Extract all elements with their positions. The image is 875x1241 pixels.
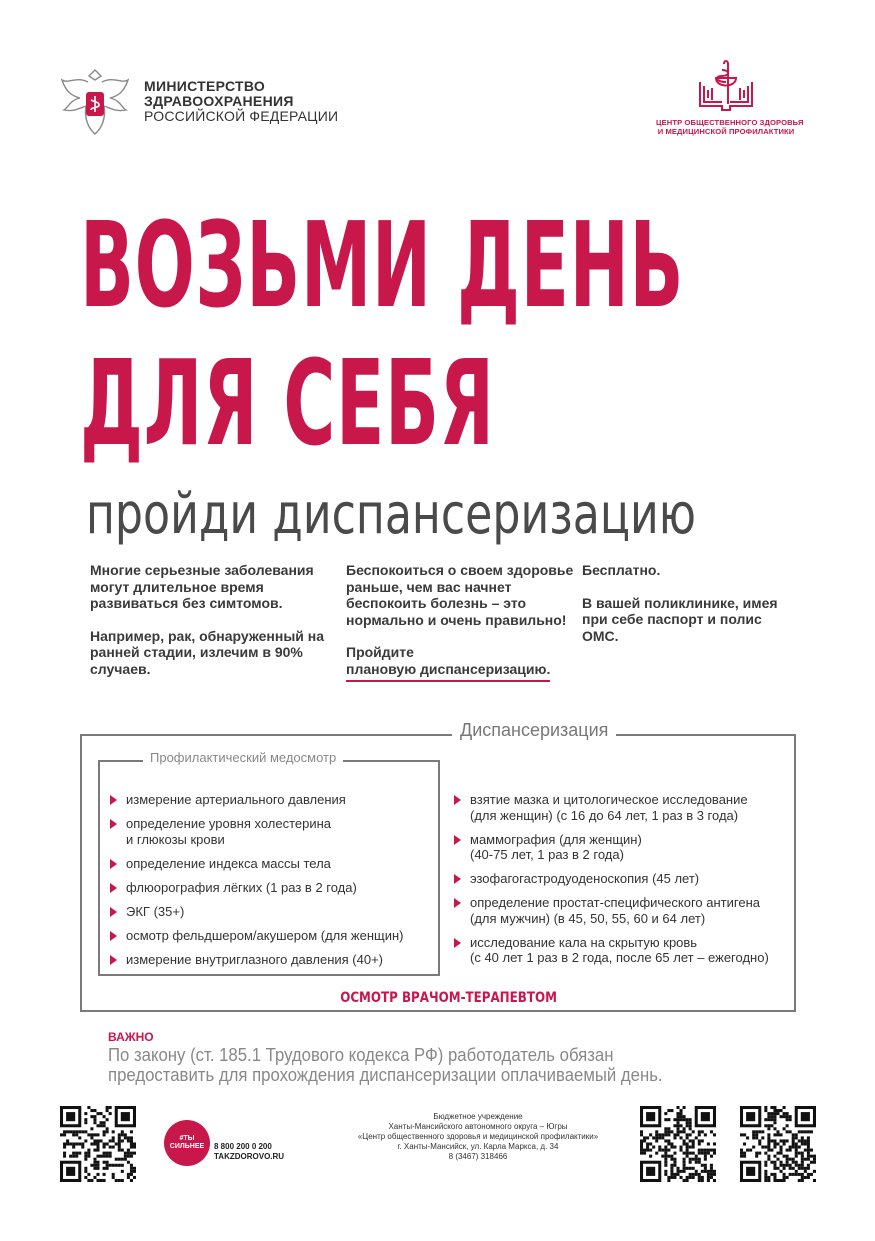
checkup-list bbox=[108, 792, 430, 976]
org-line: Бюджетное учреждение bbox=[433, 1112, 523, 1121]
info-paragraph: Многие серьезные заболевания могут длительное время развиваться без симтомов. bbox=[90, 562, 314, 611]
qr-code-icon[interactable] bbox=[740, 1106, 816, 1182]
list-item: маммография (для женщин) (40-75 лет, 1 раз в 2 года) bbox=[452, 832, 792, 863]
list-item: определение индекса массы тела bbox=[108, 856, 430, 872]
organization-info bbox=[328, 1112, 628, 1162]
hotline bbox=[214, 1142, 284, 1162]
checkup-title: Профилактический медосмотр bbox=[143, 750, 343, 765]
ministry-logo bbox=[58, 62, 338, 140]
list-item: взятие мазка и цитологическое исследование (для женщин) (с 16 до 64 лет, 1 раз в 3 года) bbox=[452, 792, 792, 823]
org-line: Ханты-Мансийского автономного округа – Югры bbox=[388, 1122, 568, 1131]
list-item: флюорография лёгких (1 раз в 2 года) bbox=[108, 880, 430, 896]
info-column-3 bbox=[582, 562, 802, 660]
list-item: ЭКГ (35+) bbox=[108, 904, 430, 920]
info-paragraph: В вашей поликлинике, имея при себе паспорт и полис ОМС. bbox=[582, 594, 778, 644]
info-paragraph: Беспокоиться о своем здоровье раньше, чем вас начнет беспокоить болезнь – это нормально и очень правильно! bbox=[346, 562, 574, 628]
info-column-2 bbox=[346, 562, 576, 698]
campaign-badge bbox=[164, 1120, 210, 1166]
org-line: г. Ханты-Мансийск, ул. Карла Маркса, д. 34 bbox=[397, 1142, 559, 1151]
important-heading: ВАЖНО bbox=[108, 1030, 154, 1044]
important-line: предоставить для прохождения диспансеризации оплачиваемый день. bbox=[108, 1065, 663, 1085]
headline-line1: ВОЗЬМИ ДЕНЬ bbox=[80, 196, 685, 334]
info-paragraph: Например, рак, обнаруженный на ранней стадии, излечим в 90% случаев. bbox=[90, 627, 325, 677]
list-item: измерение артериального давления bbox=[108, 792, 430, 808]
list-item: определение простат-специфического антигена (для мужчин) (в 45, 50, 55, 60 и 64 лет) bbox=[452, 895, 792, 926]
list-item: измерение внутриглазного давления (40+) bbox=[108, 952, 430, 968]
center-name-line1: ЦЕНТР ОБЩЕСТВЕННОГО ЗДОРОВЬЯ bbox=[656, 118, 804, 127]
call-to-action: Пройдите bbox=[346, 644, 414, 660]
important-text bbox=[108, 1045, 663, 1085]
dispensary-list bbox=[452, 792, 792, 974]
list-item: эзофагогастродуоденоскопия (45 лет) bbox=[452, 871, 792, 887]
ministry-name-line1: МИНИСТЕРСТВО bbox=[144, 77, 266, 94]
badge-line: СИЛЬНЕЕ bbox=[169, 1143, 205, 1150]
eagle-emblem-icon bbox=[58, 62, 132, 140]
info-paragraph bbox=[346, 644, 576, 682]
hotline-site[interactable]: TAKZDOROVO.RU bbox=[214, 1152, 285, 1161]
headline-subtitle: пройди диспансеризацию bbox=[86, 482, 696, 547]
info-column-1 bbox=[90, 562, 340, 693]
headline bbox=[80, 196, 684, 472]
qr-code-icon[interactable] bbox=[640, 1106, 716, 1182]
therapist-exam-label: ОСМОТР ВРАЧОМ-ТЕРАПЕВТОМ bbox=[330, 990, 567, 1006]
info-paragraph: Бесплатно. bbox=[582, 562, 661, 578]
org-line: 8 (3467) 318466 bbox=[448, 1152, 508, 1161]
list-item: осмотр фельдшером/акушером (для женщин) bbox=[108, 928, 430, 944]
list-item: определение уровня холестерина и глюкозы крови bbox=[108, 816, 430, 847]
qr-code-icon[interactable] bbox=[60, 1106, 136, 1182]
center-name-line2: И МЕДИЦИНСКОЙ ПРОФИЛАКТИКИ bbox=[657, 127, 795, 136]
ministry-name-line3: РОССИЙСКОЙ ФЕДЕРАЦИИ bbox=[144, 107, 339, 124]
call-to-action-underlined: плановую диспансеризацию. bbox=[346, 661, 550, 683]
hotline-phone: 8 800 200 0 200 bbox=[214, 1142, 272, 1151]
list-item: исследование кала на скрытую кровь (с 40 лет 1 раз в 2 года, после 65 лет – ежегодно) bbox=[452, 935, 792, 966]
dispensary-title: Диспансеризация bbox=[452, 720, 616, 741]
book-bowl-icon bbox=[694, 56, 758, 114]
headline-line2: ДЛЯ СЕБЯ bbox=[80, 334, 495, 472]
important-line: По закону (ст. 185.1 Трудового кодекса РФ) работодатель обязан bbox=[108, 1045, 614, 1065]
badge-line: #ТЫ bbox=[179, 1135, 195, 1142]
org-line: «Центр общественного здоровья и медицинской профилактики» bbox=[357, 1132, 599, 1141]
center-logo bbox=[656, 56, 804, 136]
ministry-name-line2: ЗДРАВООХРАНЕНИЯ bbox=[144, 92, 294, 109]
